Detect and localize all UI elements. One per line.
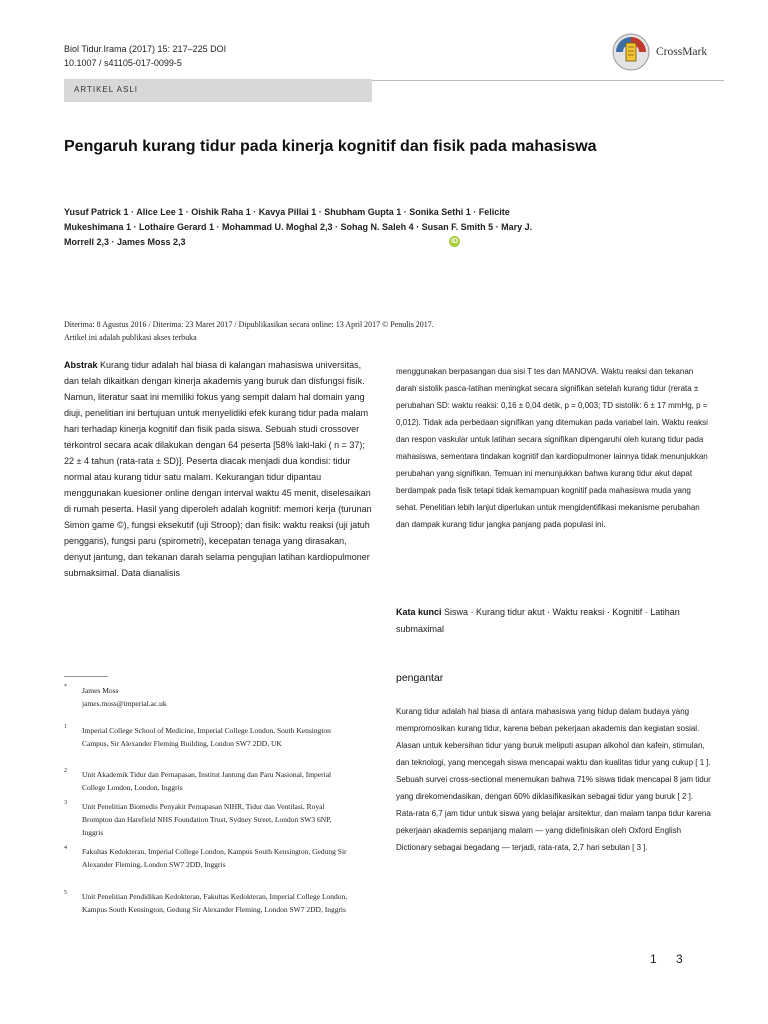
abstract-label: Abstrak (64, 360, 98, 370)
abstract-text: Kurang tidur adalah hal biasa di kalangan mahasiswa universitas, dan telah dikaitkan dengan kinerja akademis yang buruk dan disfungsi fisik. Namun, literatur saat ini memiliki fokus yang sempit dalam hal domain yang diuji, penelitian ini bertujuan untuk menyelidiki efek kurang tidur pada malam hari terhadap kinerja kognitif dan fisik pada siswa. Sebuah studi crossover terkontrol secara acak dilakukan dengan 64 peserta [58% laki-laki ( n = 37); 22 ± 4 tahun (rata-rata ± SD)]. Peserta diacak menjadi dua kondisi: tidur normal atau kurang tidur satu malam. Kekurangan tidur dipantau menggunakan kuesioner online dengan interval waktu 45 menit, diselesaikan di rumah peserta. Hasil yang diperoleh adalah kognitif: memori kerja (turunan Simon game ©), fungsi eksekutif (uji Stroop); dan fisik: waktu reaksi (uji jatuh penggaris), fungsi paru (spirometri), kecepatan tenaga yang dirasakan, denyut jantung, dan tekanan darah selama pengujian latihan kardiopulmoner submaksimal. Data dianalisis (64, 360, 372, 578)
keywords-label: Kata kunci (396, 607, 442, 617)
article-type-banner (64, 79, 372, 102)
keywords-text: Siswa · Kurang tidur akut · Waktu reaksi · Kognitif · Latihan submaximal (396, 607, 680, 634)
journal-citation: Biol Tidur.Irama (2017) 15: 217–225 DOI (64, 44, 227, 54)
footnote-mark: 3 (64, 800, 67, 806)
article-title: Pengaruh kurang tidur pada kinerja kognitif dan fisik pada mahasiswa (64, 138, 597, 155)
footnote-affiliation (64, 890, 364, 930)
footnote-mark: 4 (64, 845, 67, 851)
crossmark-label: CrossMark (656, 46, 708, 58)
footnote-text: James Moss james.moss@imperial.ac.uk (82, 686, 167, 708)
crossmark-badge[interactable] (612, 32, 732, 72)
footnote-corresponding (64, 684, 364, 714)
footnote-divider (64, 676, 108, 677)
footnote-mark: 1 (64, 724, 67, 730)
keywords (396, 604, 712, 638)
section-heading: pengantar (396, 672, 444, 684)
publication-dates: Diterima: 8 Agustus 2016 / Diterima: 23 Maret 2017 / Dipublikasikan secara online: 13 April 2017 © Penulis 2017. Artikel ini adalah publikasi akses terbuka (64, 320, 434, 342)
footnote-text: Unit Penelitian Pendidikan Kedokteran, Fakultas Kedokteran, Imperial College London, Kampus South Kensington, Gedung Sir Alexander Fleming, London SW7 2DD, Inggris (82, 892, 348, 914)
footnote-text: Unit Penelitian Biomedis Penyakit Pernapasan NIHR, Tidur dan Ventilasi, Royal Brompton dan Harefield NHS Foundation Trust, Sydney Street, London SW3 6NP, Inggris (82, 802, 332, 837)
author-line: Mukeshimana 1 · Lothaire Gerard 1 · Mohammad U. Moghal 2,3 · Sohag N. Saleh 4 · Susan F. Smith 5 · Mary J. (64, 222, 533, 232)
footnote-affiliation (64, 768, 364, 798)
abstract-continued: menggunakan berpasangan dua sisi T tes dan MANOVA. Waktu reaksi dan tekanan darah sistolik pasca-latihan meningkat secara signifikan setelah kurang tidur (rerata ± perubahan SD: waktu reaksi: 0,16 ± 0,04 detik, p = 0,003; TD sistolik: 6 ± 17 mmHg, p = 0,012). Tidak ada perbedaan signifikan yang ditemukan pada variabel lain. Waktu reaksi dan respon vaskular untuk latihan secara signifikan dipengaruhi oleh kurang tidur pada mahasiswa, sementara tindakan kognitif dan kardiopulmoner lainnya tidak menunjukkan perubahan yang signifikan. Temuan ini menunjukkan bahwa kurang tidur akut dapat berdampak pada fisik tetapi tidak kemampuan kognitif pada mahasiswa muda yang sehat. Penelitian lebih lanjut diperlukan untuk mengidentifikasi mekanisme perubahan dan dampak kurang tidur jangka panjang pada populasi ini. (396, 367, 708, 529)
crossmark-icon (612, 33, 650, 71)
footnote-mark: * (64, 684, 67, 690)
abstract (64, 357, 372, 581)
footnote-affiliation (64, 845, 364, 885)
article-type-label: ARTIKEL ASLI (74, 85, 139, 94)
footnote-text: Imperial College School of Medicine, Imperial College London, South Kensington Campus, Sir Alexander Fleming Building, London SW7 2DD, UK (82, 726, 331, 748)
author-line: Yusuf Patrick 1 · Alice Lee 1 · Oishik Raha 1 · Kavya Pillai 1 · Shubham Gupta 1 · Sonika Sethi 1 · Felicite (64, 207, 510, 217)
page-number: 1 3 (650, 952, 691, 966)
doi[interactable]: 10.1007 / s41105-017-0099-5 (64, 58, 182, 68)
footnote-affiliation (64, 800, 364, 840)
footnote-mark: 5 (64, 890, 67, 896)
footnote-affiliation (64, 724, 364, 764)
introduction-text: Kurang tidur adalah hal biasa di antara mahasiswa yang hidup dalam budaya yang mempromosikan kurang tidur, karena beban pekerjaan akademis dan kegiatan sosial. Alasan untuk kebersihan tidur yang buruk meliputi asupan alkohol dan kafein, stimulan, dan teknologi, yang mencegah siswa mencapai waktu dan kualitas tidur yang cukup [ 1 ]. Sebuah survei cross-sectional menemukan bahwa 71% siswa tidak mencapai 8 jam tidur yang direkomendasikan, dengan 60% diklasifikasikan sebagai tidur yang buruk [ 2 ]. Rata-rata 6,7 jam tidur untuk siswa yang belajar arsitektur, dan malam tanpa tidur karena pekerjaan akademis sepanjang malam — yang didefinisikan oleh Oxford English Dictionary sebagai begadang — terjadi, rata-rata, 2,7 hari sebulan [ 3 ]. (396, 707, 711, 852)
footnote-text: Fakultas Kedokteran, Imperial College London, Kampus South Kensington, Gedung Sir Alexander Fleming, London SW7 2DD, Inggris (82, 847, 347, 869)
author-list (64, 205, 544, 250)
footnote-mark: 2 (64, 768, 67, 774)
author-line: Morrell 2,3 · James Moss 2,3 (64, 237, 186, 247)
orcid-icon[interactable]: iD (451, 238, 458, 245)
footnote-text: Unit Akademik Tidur dan Pernapasan, Institut Jantung dan Paru Nasional, Imperial College London, London, Inggris (82, 770, 332, 792)
